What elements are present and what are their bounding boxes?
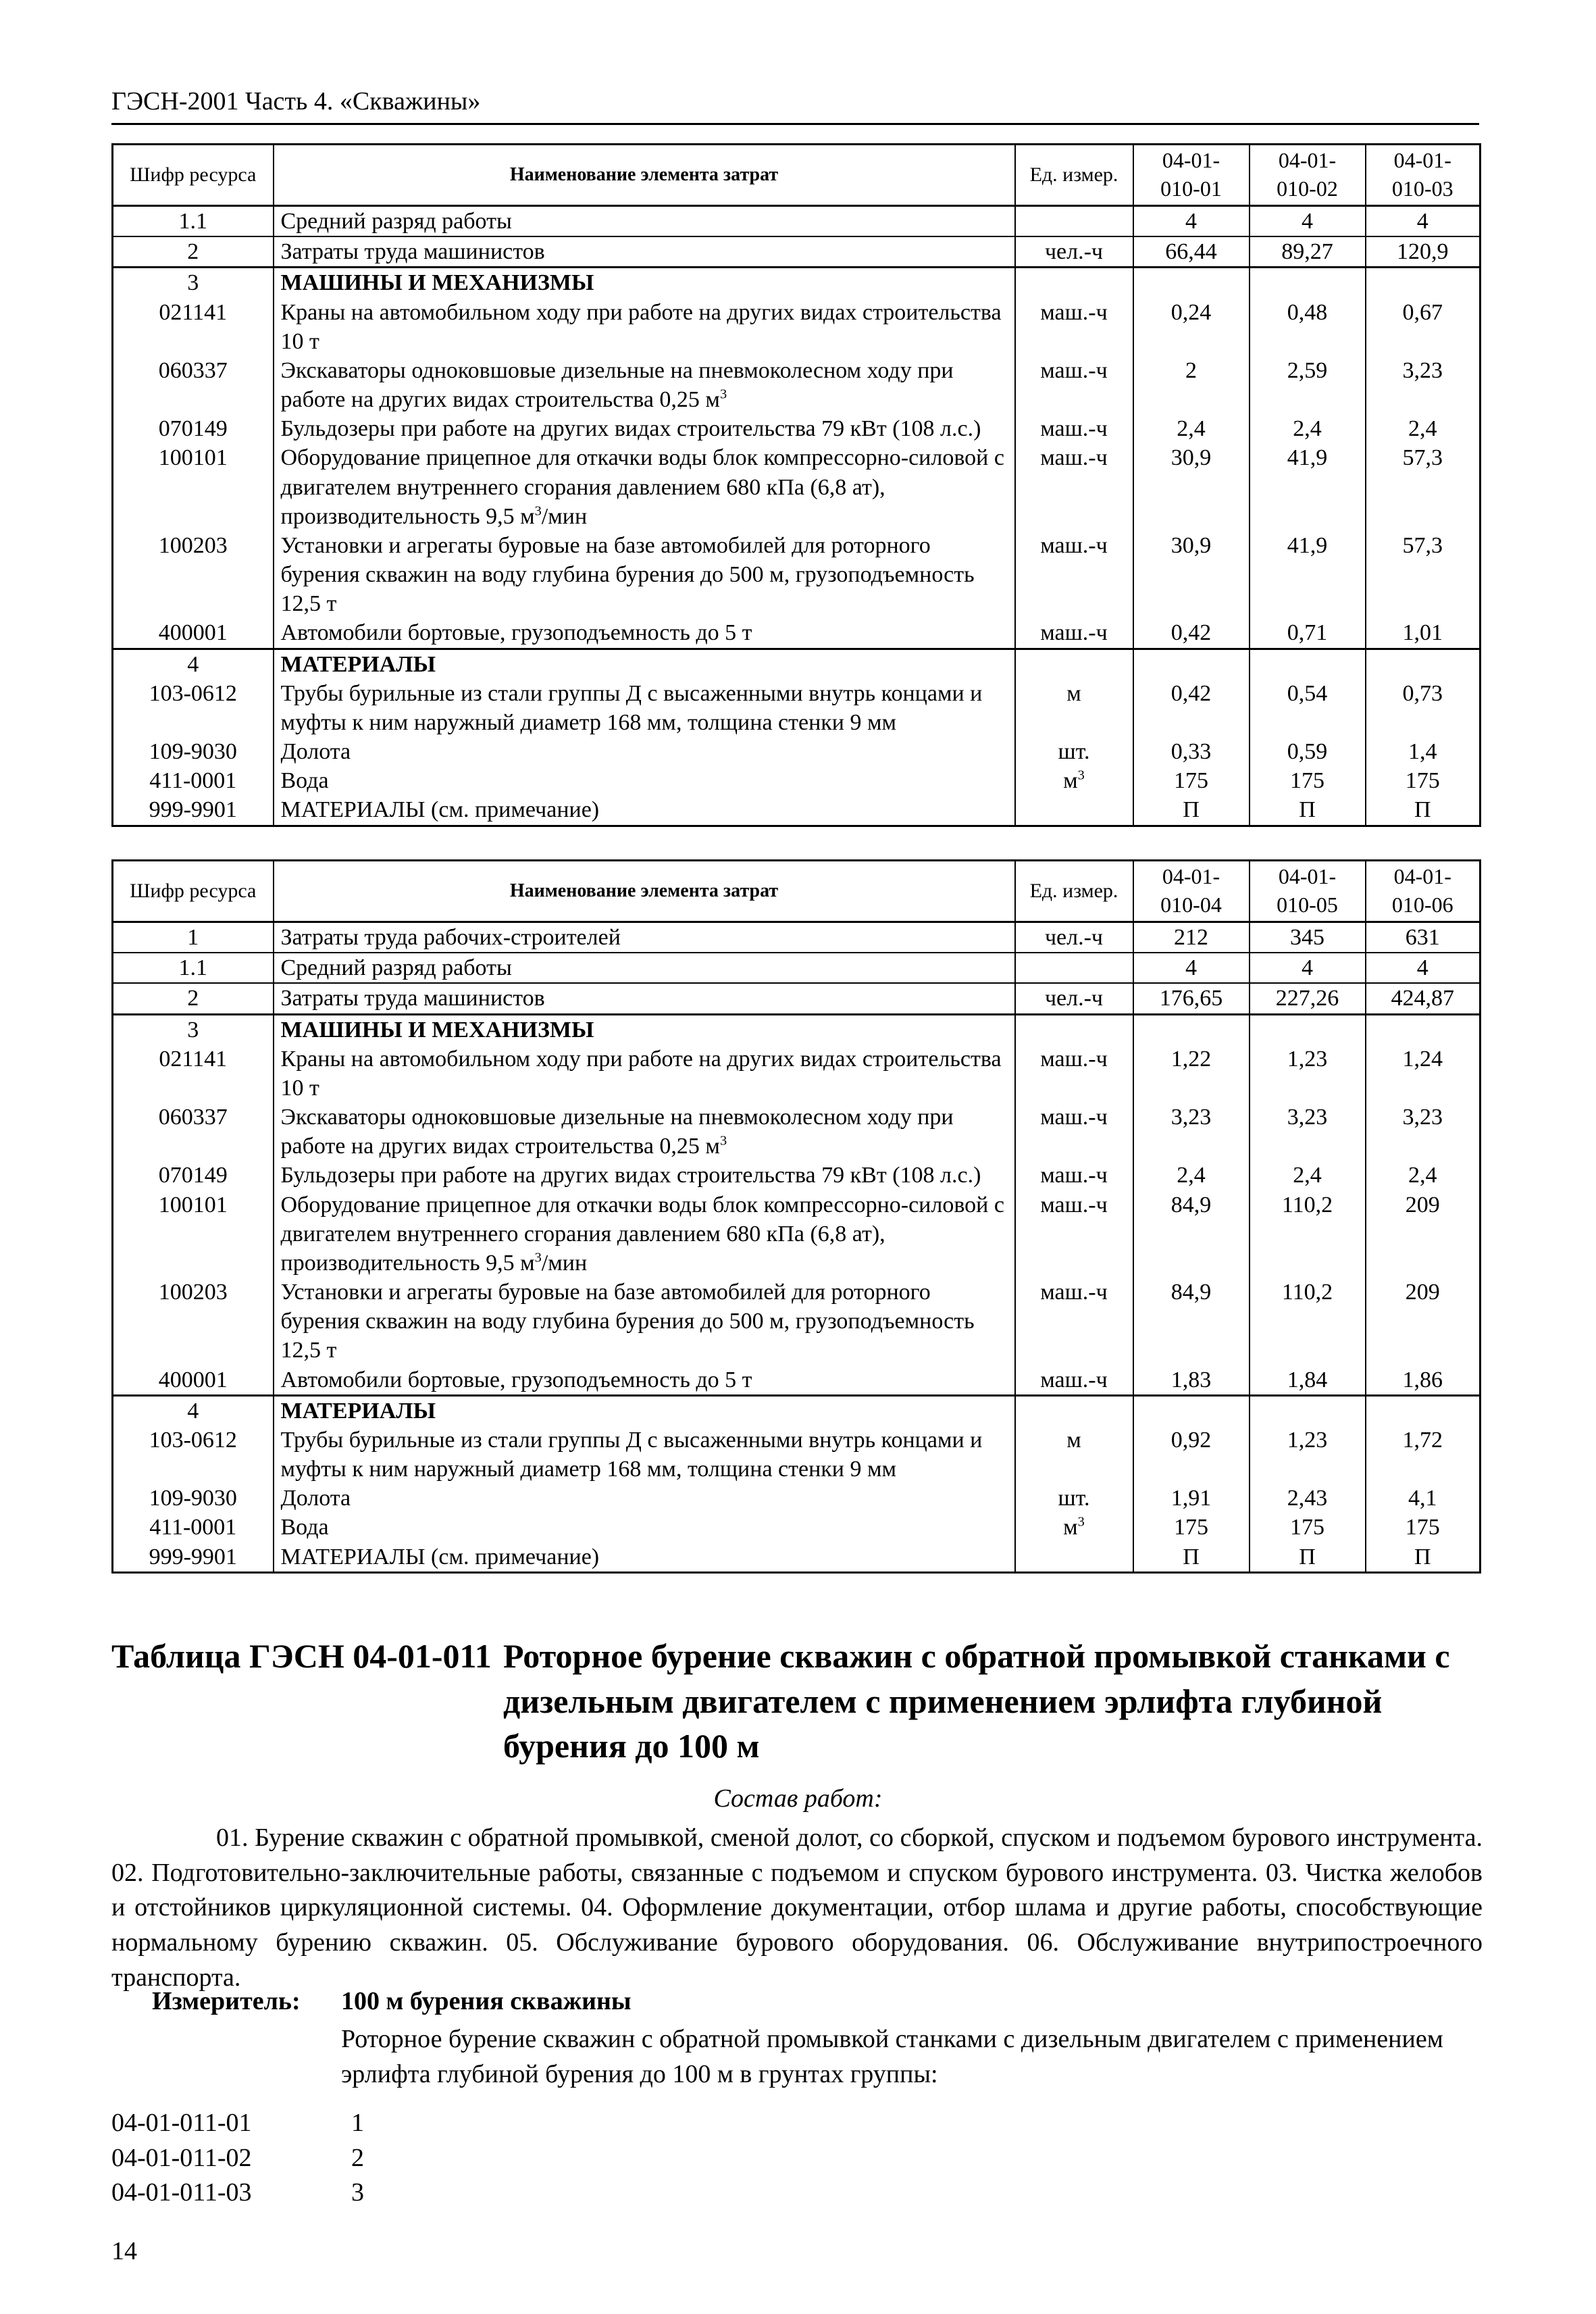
resource-code: 109-9030 <box>113 737 274 766</box>
resource-code: 1 <box>113 922 274 953</box>
resource-table-1 <box>111 143 1481 827</box>
column-header-norm-2 <box>1250 145 1366 206</box>
norm-value: 424,87 <box>1366 983 1481 1014</box>
section-row <box>113 268 1481 298</box>
norm-value: 2,4 <box>1133 414 1250 443</box>
table-row <box>113 1484 1481 1513</box>
list-item <box>111 2175 364 2211</box>
empty-cell <box>1015 1395 1133 1426</box>
norm-value: 2,4 <box>1133 1161 1250 1190</box>
norm-value: 41,9 <box>1250 531 1366 619</box>
superscript-3: 3 <box>1077 768 1085 783</box>
resource-name-text: Экскаваторы одноковшовые дизельные на пневмоколесном ходу при работе на других видах строительства 0,25 м <box>280 357 954 413</box>
norm-label: 04-01- 010-02 <box>1277 148 1338 201</box>
resource-code: 100203 <box>113 531 274 619</box>
resource-code: 411-0001 <box>113 766 274 795</box>
norm-value: 4 <box>1366 953 1481 983</box>
norm-code: 04-01-011-03 <box>111 2178 252 2207</box>
table-header-row <box>113 145 1481 206</box>
resource-unit <box>1015 766 1133 795</box>
table-row <box>113 298 1481 356</box>
resource-name: Трубы бурильные из стали группы Д с высаженными внутрь концами и муфты к ним наружный диаметр 168 мм, толщина стенки 9 мм <box>274 1426 1015 1484</box>
section-title: МАШИНЫ И МЕХАНИЗМЫ <box>274 268 1015 298</box>
norm-value: 1,86 <box>1366 1365 1481 1396</box>
norm-value: П <box>1366 1542 1481 1573</box>
resource-unit <box>1015 1513 1133 1542</box>
resource-table-2 <box>111 859 1481 1574</box>
resource-name: Вода <box>274 766 1015 795</box>
resource-unit: маш.-ч <box>1015 414 1133 443</box>
norm-code: 04-01-011-01 <box>111 2109 252 2137</box>
empty-cell <box>1366 1395 1481 1426</box>
table-row <box>113 1161 1481 1190</box>
resource-unit: маш.-ч <box>1015 1161 1133 1190</box>
resource-name: Затраты труда машинистов <box>274 983 1015 1014</box>
resource-name: Установки и агрегаты буровые на базе автомобилей для роторного бурения скважин на воду глубина бурения до 500 м, грузоподъемность 12,5 т <box>274 1278 1015 1365</box>
empty-cell <box>1015 268 1133 298</box>
norm-value: 176,65 <box>1133 983 1250 1014</box>
resource-name: Установки и агрегаты буровые на базе автомобилей для роторного бурения скважин на воду глубина бурения до 500 м, грузоподъемность 12,5 т <box>274 531 1015 619</box>
table-row <box>113 1045 1481 1103</box>
table-row <box>113 1513 1481 1542</box>
resource-name: Бульдозеры при работе на других видах строительства 79 кВт (108 л.с.) <box>274 414 1015 443</box>
table-header-row <box>113 861 1481 922</box>
resource-unit <box>1015 953 1133 983</box>
norm-value: 57,3 <box>1366 443 1481 531</box>
norm-value: 3,23 <box>1366 1103 1481 1161</box>
norm-label: 04-01- 010-03 <box>1391 148 1453 201</box>
resource-unit: чел.-ч <box>1015 236 1133 268</box>
norm-label: 04-01- 010-06 <box>1391 864 1453 917</box>
superscript-3: 3 <box>719 386 727 402</box>
norm-label: 04-01- 010-01 <box>1160 148 1222 201</box>
norm-value: 175 <box>1366 1513 1481 1542</box>
resource-name: МАТЕРИАЛЫ (см. примечание) <box>274 795 1015 826</box>
norm-value: 1,91 <box>1133 1484 1250 1513</box>
norm-value: 4 <box>1250 206 1366 237</box>
resource-name: Затраты труда машинистов <box>274 236 1015 268</box>
empty-cell <box>1250 268 1366 298</box>
empty-cell <box>1133 268 1250 298</box>
empty-cell <box>1250 1014 1366 1045</box>
resource-code: 103-0612 <box>113 1426 274 1484</box>
resource-code: 4 <box>113 1395 274 1426</box>
table-row <box>113 1278 1481 1365</box>
norm-value: 110,2 <box>1250 1278 1366 1365</box>
norm-value: П <box>1133 795 1250 826</box>
norm-value: 2,4 <box>1250 1161 1366 1190</box>
column-header-unit: Ед. измер. <box>1015 861 1133 922</box>
works-heading: Состав работ: <box>713 1784 883 1813</box>
column-header-name: Наименование элемента затрат <box>274 145 1015 206</box>
resource-code: 2 <box>113 983 274 1014</box>
resource-code: 400001 <box>113 618 274 649</box>
column-header-norm-3 <box>1366 145 1481 206</box>
table-row <box>113 737 1481 766</box>
superscript-3: 3 <box>534 1250 542 1265</box>
norm-value: П <box>1133 1542 1250 1573</box>
table-row <box>113 443 1481 531</box>
norm-value: 0,24 <box>1133 298 1250 356</box>
resource-code: 999-9901 <box>113 795 274 826</box>
norm-value: 175 <box>1133 766 1250 795</box>
table-row <box>113 1426 1481 1484</box>
norm-code-list <box>111 2106 364 2211</box>
empty-cell <box>1250 649 1366 679</box>
section-title: МАТЕРИАЛЫ <box>274 1395 1015 1426</box>
norm-value: П <box>1366 795 1481 826</box>
resource-name: Бульдозеры при работе на других видах строительства 79 кВт (108 л.с.) <box>274 1161 1015 1190</box>
column-header-norm-6 <box>1366 861 1481 922</box>
table-row <box>113 1190 1481 1278</box>
superscript-3: 3 <box>719 1133 727 1149</box>
section-heading <box>111 1634 1479 1769</box>
norm-value: 4 <box>1366 206 1481 237</box>
norm-value: 4,1 <box>1366 1484 1481 1513</box>
resource-code: 3 <box>113 268 274 298</box>
unit-text: м <box>1063 768 1078 794</box>
table-row <box>113 922 1481 953</box>
running-header: ГЭСН-2001 Часть 4. «Скважины» <box>111 86 1479 125</box>
resource-name-text: Оборудование прицепное для откачки воды блок компрессорно-силовой с двигателем внутреннего сгорания давлением 680 кПа (6,8 ат), производительность 9,5 м <box>280 445 1004 529</box>
resource-unit: маш.-ч <box>1015 1365 1133 1396</box>
resource-code: 060337 <box>113 356 274 414</box>
table-row <box>113 206 1481 237</box>
resource-code: 1.1 <box>113 206 274 237</box>
resource-code: 021141 <box>113 298 274 356</box>
resource-unit: маш.-ч <box>1015 1103 1133 1161</box>
norm-value: 3,23 <box>1133 1103 1250 1161</box>
resource-name: Средний разряд работы <box>274 953 1015 983</box>
column-header-norm-5 <box>1250 861 1366 922</box>
resource-unit: маш.-ч <box>1015 298 1133 356</box>
resource-unit: чел.-ч <box>1015 983 1133 1014</box>
empty-cell <box>1250 1395 1366 1426</box>
norm-value: 2 <box>1133 356 1250 414</box>
resource-unit: маш.-ч <box>1015 1190 1133 1278</box>
resource-name-tail: /мин <box>541 503 588 529</box>
norm-value: 1,22 <box>1133 1045 1250 1103</box>
norm-value: 0,92 <box>1133 1426 1250 1484</box>
resource-unit: м <box>1015 1426 1133 1484</box>
table-row <box>113 1103 1481 1161</box>
resource-unit <box>1015 795 1133 826</box>
norm-value: 1,23 <box>1250 1426 1366 1484</box>
empty-cell <box>1133 649 1250 679</box>
column-header-code: Шифр ресурса <box>113 145 274 206</box>
soil-group: 2 <box>351 2143 364 2172</box>
resource-unit: м <box>1015 679 1133 737</box>
resource-unit: маш.-ч <box>1015 1278 1133 1365</box>
empty-cell <box>1366 649 1481 679</box>
works-text: 01. Бурение скважин с обратной промывкой, сменой долот, со сборкой, спуском и подъемом бурового инструмента. 02. Подготовительно-заключительные работы, связанные с подъемом и спуском бурового инструмента. 03. Чистка желобов и отстойников циркуляционной системы. 04. Оформление документации, отбор шлама и другие работы, способствующие нормальному бурению скважин. 05. Обслуживание бурового оборудования. 06. Обслуживание внутрипостроечного транспорта. <box>111 1823 1483 1992</box>
norm-value: 4 <box>1133 953 1250 983</box>
norm-code: 04-01-011-02 <box>111 2143 252 2172</box>
table-row <box>113 1365 1481 1396</box>
norm-value: 30,9 <box>1133 443 1250 531</box>
resource-name: Вода <box>274 1513 1015 1542</box>
norm-value: 1,83 <box>1133 1365 1250 1396</box>
section-title: МАТЕРИАЛЫ <box>274 649 1015 679</box>
resource-unit: чел.-ч <box>1015 922 1133 953</box>
table-title: Роторное бурение скважин с обратной промывкой станками с дизельным двигателем с применением эрлифта глубиной бурения до 100 м <box>503 1637 1450 1765</box>
norm-value: 209 <box>1366 1278 1481 1365</box>
resource-unit: шт. <box>1015 1484 1133 1513</box>
norm-value: 0,73 <box>1366 679 1481 737</box>
norm-value: 175 <box>1133 1513 1250 1542</box>
column-header-norm-4 <box>1133 861 1250 922</box>
table-row <box>113 679 1481 737</box>
resource-name-text: Оборудование прицепное для откачки воды блок компрессорно-силовой с двигателем внутреннего сгорания давлением 680 кПа (6,8 ат), производительность 9,5 м <box>280 1192 1004 1276</box>
resource-name-tail: /мин <box>541 1250 588 1276</box>
norm-value: 175 <box>1250 1513 1366 1542</box>
resource-unit <box>1015 1542 1133 1573</box>
empty-cell <box>1366 268 1481 298</box>
measure-label: Измеритель: <box>152 1987 301 2015</box>
empty-cell <box>1133 1395 1250 1426</box>
table-row <box>113 795 1481 826</box>
column-header-code: Шифр ресурса <box>113 861 274 922</box>
norm-value: 110,2 <box>1250 1190 1366 1278</box>
resource-name <box>274 1190 1015 1278</box>
column-header-unit: Ед. измер. <box>1015 145 1133 206</box>
table-row <box>113 618 1481 649</box>
norm-value: П <box>1250 1542 1366 1573</box>
norm-label: 04-01- 010-05 <box>1277 864 1338 917</box>
resource-unit: шт. <box>1015 737 1133 766</box>
norm-value: 3,23 <box>1366 356 1481 414</box>
norm-label: 04-01- 010-04 <box>1160 864 1222 917</box>
empty-cell <box>1366 1014 1481 1045</box>
norm-value: 41,9 <box>1250 443 1366 531</box>
resource-name: Затраты труда рабочих-строителей <box>274 922 1015 953</box>
resource-code: 070149 <box>113 414 274 443</box>
resource-unit: маш.-ч <box>1015 531 1133 619</box>
resource-code: 021141 <box>113 1045 274 1103</box>
list-item <box>111 2106 364 2141</box>
norm-value: П <box>1250 795 1366 826</box>
soil-group: 1 <box>351 2109 364 2137</box>
resource-code: 999-9901 <box>113 1542 274 1573</box>
norm-value: 175 <box>1366 766 1481 795</box>
resource-unit: маш.-ч <box>1015 356 1133 414</box>
resource-code: 400001 <box>113 1365 274 1396</box>
soil-group: 3 <box>351 2178 364 2207</box>
norm-value: 84,9 <box>1133 1190 1250 1278</box>
table-number: Таблица ГЭСН 04-01-011 <box>111 1637 492 1675</box>
norm-value: 0,67 <box>1366 298 1481 356</box>
norm-value: 1,23 <box>1250 1045 1366 1103</box>
norm-value: 1,4 <box>1366 737 1481 766</box>
resource-code: 2 <box>113 236 274 268</box>
table-row <box>113 236 1481 268</box>
resource-name: Долота <box>274 1484 1015 1513</box>
norm-value: 0,42 <box>1133 679 1250 737</box>
norm-value: 2,4 <box>1366 414 1481 443</box>
section-row <box>113 1014 1481 1045</box>
norm-value: 0,71 <box>1250 618 1366 649</box>
norm-value: 209 <box>1366 1190 1481 1278</box>
resource-name: Долота <box>274 737 1015 766</box>
norm-value: 175 <box>1250 766 1366 795</box>
norm-value: 4 <box>1133 206 1250 237</box>
table-row <box>113 531 1481 619</box>
resource-code: 103-0612 <box>113 679 274 737</box>
norm-value: 631 <box>1366 922 1481 953</box>
resource-name: Краны на автомобильном ходу при работе на других видах строительства 10 т <box>274 1045 1015 1103</box>
superscript-3: 3 <box>534 503 542 519</box>
norm-value: 0,59 <box>1250 737 1366 766</box>
norm-value: 2,4 <box>1366 1161 1481 1190</box>
resource-unit: маш.-ч <box>1015 1045 1133 1103</box>
norm-value: 1,24 <box>1366 1045 1481 1103</box>
resource-code: 070149 <box>113 1161 274 1190</box>
resource-name: Средний разряд работы <box>274 206 1015 237</box>
norm-value: 1,72 <box>1366 1426 1481 1484</box>
section-title: МАШИНЫ И МЕХАНИЗМЫ <box>274 1014 1015 1045</box>
measure-value: 100 м бурения скважины <box>341 1987 632 2015</box>
list-item <box>111 2141 364 2176</box>
column-header-norm-1 <box>1133 145 1250 206</box>
resource-name: МАТЕРИАЛЫ (см. примечание) <box>274 1542 1015 1573</box>
norm-value: 84,9 <box>1133 1278 1250 1365</box>
section-row <box>113 1395 1481 1426</box>
resource-name: Автомобили бортовые, грузоподъемность до 5 т <box>274 1365 1015 1396</box>
unit-text: м <box>1063 1515 1078 1540</box>
column-header-name: Наименование элемента затрат <box>274 861 1015 922</box>
norm-value: 2,43 <box>1250 1484 1366 1513</box>
table-row <box>113 766 1481 795</box>
norm-value: 2,59 <box>1250 356 1366 414</box>
resource-code: 060337 <box>113 1103 274 1161</box>
resource-unit <box>1015 206 1133 237</box>
norm-value: 0,33 <box>1133 737 1250 766</box>
resource-name: Краны на автомобильном ходу при работе на других видах строительства 10 т <box>274 298 1015 356</box>
resource-code: 1.1 <box>113 953 274 983</box>
resource-name: Трубы бурильные из стали группы Д с высаженными внутрь концами и муфты к ним наружный диаметр 168 мм, толщина стенки 9 мм <box>274 679 1015 737</box>
empty-cell <box>1133 1014 1250 1045</box>
section-row <box>113 649 1481 679</box>
empty-cell <box>1015 649 1133 679</box>
page-number: 14 <box>111 2237 137 2265</box>
resource-unit: маш.-ч <box>1015 443 1133 531</box>
empty-cell <box>1015 1014 1133 1045</box>
resource-code: 4 <box>113 649 274 679</box>
resource-code: 100101 <box>113 443 274 531</box>
table-row <box>113 983 1481 1014</box>
resource-name-text: Экскаваторы одноковшовые дизельные на пневмоколесном ходу при работе на других видах строительства 0,25 м <box>280 1105 954 1159</box>
resource-name <box>274 356 1015 414</box>
norm-value: 57,3 <box>1366 531 1481 619</box>
norm-value: 3,23 <box>1250 1103 1366 1161</box>
norm-value: 120,9 <box>1366 236 1481 268</box>
norm-value: 227,26 <box>1250 983 1366 1014</box>
norm-value: 0,42 <box>1133 618 1250 649</box>
resource-name: Автомобили бортовые, грузоподъемность до 5 т <box>274 618 1015 649</box>
resource-code: 100203 <box>113 1278 274 1365</box>
norm-value: 66,44 <box>1133 236 1250 268</box>
resource-code: 100101 <box>113 1190 274 1278</box>
norm-value: 30,9 <box>1133 531 1250 619</box>
table-row <box>113 953 1481 983</box>
resource-code: 411-0001 <box>113 1513 274 1542</box>
superscript-3: 3 <box>1077 1515 1085 1530</box>
table-row <box>113 356 1481 414</box>
norm-value: 89,27 <box>1250 236 1366 268</box>
measure-description: Роторное бурение скважин с обратной промывкой станками с дизельным двигателем с применением эрлифта глубиной бурения до 100 м в грунтах группы: <box>341 2025 1443 2088</box>
measure-line <box>152 1986 632 2016</box>
resource-code: 3 <box>113 1014 274 1045</box>
table-row <box>113 414 1481 443</box>
resource-name <box>274 1103 1015 1161</box>
resource-name <box>274 443 1015 531</box>
resource-code: 109-9030 <box>113 1484 274 1513</box>
norm-value: 0,48 <box>1250 298 1366 356</box>
resource-unit: маш.-ч <box>1015 618 1133 649</box>
norm-value: 4 <box>1250 953 1366 983</box>
norm-value: 1,84 <box>1250 1365 1366 1396</box>
norm-value: 345 <box>1250 922 1366 953</box>
norm-value: 212 <box>1133 922 1250 953</box>
table-row <box>113 1542 1481 1573</box>
norm-value: 2,4 <box>1250 414 1366 443</box>
norm-value: 1,01 <box>1366 618 1481 649</box>
norm-value: 0,54 <box>1250 679 1366 737</box>
